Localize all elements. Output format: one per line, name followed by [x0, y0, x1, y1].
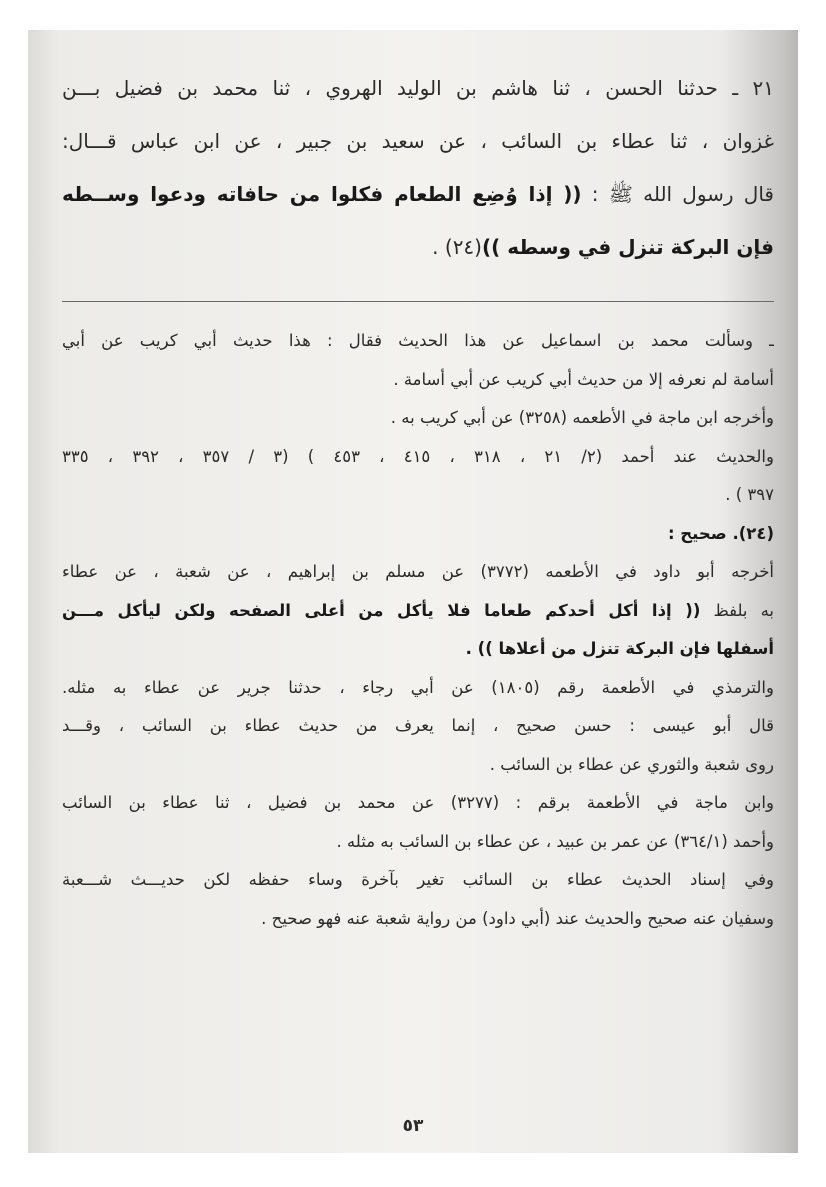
hadith-line-1: ٢١ ـ حدثنا الحسن ، ثنا هاشم بن الوليد الهروي ، ثنا محمد بن فضيل بـــن	[62, 76, 774, 100]
hadith-line-4	[62, 221, 774, 274]
prophet-quote-part-1: (( إذا وُضِع الطعام فكلوا من حافاته ودعوا وســطه	[62, 182, 582, 206]
footnote-line: وسفيان عنه صحيح والحديث عند (أبي داود) من رواية شعبة عنه فهو صحيح .	[261, 908, 774, 928]
footnote-line	[62, 592, 774, 631]
footnote-line: أسامة لم نعرفه إلا من حديث أبي كريب عن أبي أسامة .	[393, 369, 774, 389]
footnote-line: روى شعبة والثوري عن عطاء بن السائب .	[489, 754, 774, 774]
footnote-line: أخرجه أبو داود في الأطعمه (٣٧٧٢) عن مسلم بن إبراهيم ، عن شعبة ، عن عطاء	[62, 562, 774, 581]
hadith-text	[62, 62, 774, 274]
footnote-quote-part-2: أسفلها فإن البركة تنزل من أعلاها )) .	[465, 639, 774, 658]
prophet-quote-part-2: فإن البركة تنزل في وسطه ))	[481, 235, 774, 259]
page-number: ٥٣	[402, 1116, 424, 1136]
footnote-line: والترمذي في الأطعمة رقم (١٨٠٥) عن أبي رجاء ، حدثنا جرير عن عطاء به مثله.	[62, 677, 774, 697]
footnote-line: وفي إسناد الحديث عطاء بن السائب تغير بآخرة وساء حفظه لكن حديـــث شـــعبة	[62, 870, 774, 889]
footnote-line: قال أبو عيسى : حسن صحيح ، إنما يعرف من حديث عطاء بن السائب ، وقـــد	[62, 716, 774, 735]
hadith-line-3	[62, 168, 774, 221]
footnote-line: ٣٩٧ ) .	[725, 485, 774, 504]
binding-shadow	[782, 30, 798, 1153]
footnote-ref: (٢٤) .	[432, 235, 482, 259]
prophet-quote-intro: قال رسول الله ﷺ :	[591, 182, 774, 206]
footnote-wording-intro: به بلفظ	[713, 600, 774, 620]
footnote-line: والحديث عند أحمد (٢/ ٢١ ، ٣١٨ ، ٤١٥ ، ٤٥٣ ) (٣ / ٣٥٧ ، ٣٩٢ ، ٣٣٥	[62, 446, 774, 466]
hadith-line-2: غزوان ، ثنا عطاء بن السائب ، عن سعيد بن جبير ، عن ابن عباس قـــال:	[62, 129, 774, 153]
footnote-line: ـ وسألت محمد بن اسماعيل عن هذا الحديث فقال : هذا حديث أبي كريب عن أبي	[62, 331, 774, 350]
footnote-line: وابن ماجة في الأطعمة برقم : (٣٢٧٧) عن محمد بن فضيل ، ثنا عطاء بن السائب	[62, 793, 774, 812]
footnote-quote-part-1: (( إذا أكل أحدكم طعاما فلا يأكل من أعلى الصفحه ولكن ليأكل مـــن	[62, 600, 701, 620]
footnote-divider	[62, 301, 774, 302]
footnote-line: وأخرجه ابن ماجة في الأطعمه (٣٢٥٨) عن أبي كريب به .	[390, 408, 774, 427]
footnote-heading: (٢٤). صحيح :	[667, 523, 774, 543]
footnote-line: وأحمد (٣٦٤/١) عن عمر بن عبيد ، عن عطاء بن السائب به مثله .	[336, 831, 774, 851]
footnotes	[62, 322, 774, 938]
